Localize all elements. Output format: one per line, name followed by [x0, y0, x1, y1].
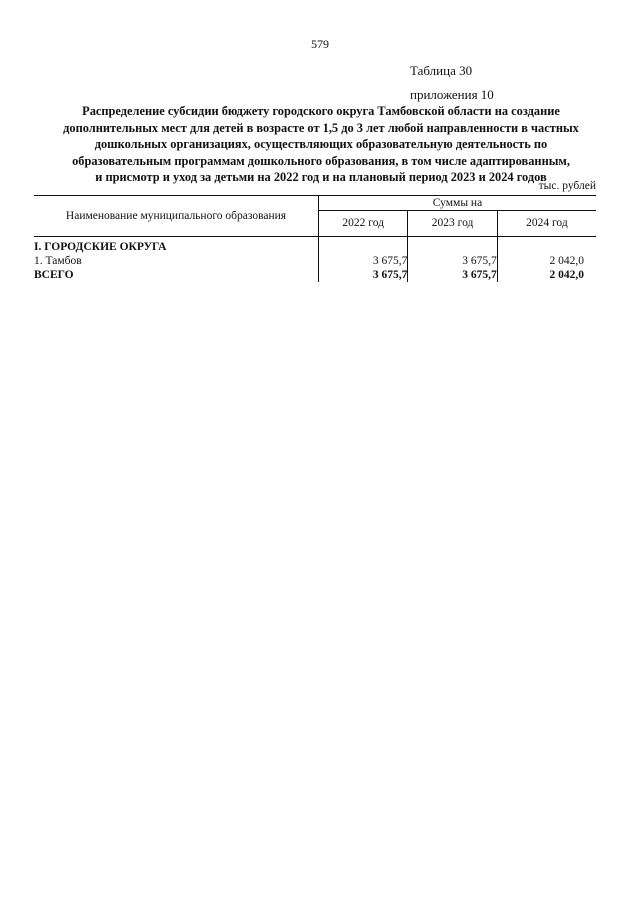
total-value-2022: 3 675,7: [319, 268, 408, 282]
title-line: дошкольных организациях, осуществляющих образовательную деятельность по: [94, 137, 548, 151]
document-title: [26, 103, 616, 186]
subsidy-table: [34, 195, 596, 282]
total-row: [34, 268, 596, 282]
table-row: [34, 254, 596, 268]
table-caption: Таблица 30: [410, 63, 473, 78]
column-header-2024: 2024 год: [497, 210, 596, 236]
section-row: [34, 237, 596, 255]
row-value-2023: 3 675,7: [408, 254, 497, 268]
units-label: тыс. рублей: [538, 180, 596, 192]
title-line: и присмотр и уход за детьми на 2022 год и на плановый период 2023 и 2024 годов: [95, 170, 547, 184]
column-header-name: Наименование муниципального образования: [34, 196, 319, 237]
column-header-sums: Суммы на: [319, 196, 597, 211]
row-value-2024: 2 042,0: [549, 255, 584, 267]
total-value-2024: 2 042,0: [549, 269, 584, 281]
title-line: образовательным программам дошкольного образования, в том числе адаптированным,: [72, 153, 570, 168]
row-name: 1. Тамбов: [34, 254, 319, 268]
column-header-2022: 2022 год: [319, 210, 408, 236]
title-line: Распределение субсидии бюджету городского округа Тамбовской области на создание: [82, 104, 560, 118]
section-label: I. ГОРОДСКИЕ ОКРУГА: [34, 237, 319, 255]
total-value-2023: 3 675,7: [408, 268, 497, 282]
row-value-2022: 3 675,7: [319, 254, 408, 268]
title-line: дополнительных мест для детей в возрасте от 1,5 до 3 лет любой направленности в частных: [63, 120, 579, 135]
total-label: ВСЕГО: [34, 268, 319, 282]
column-header-2023: 2023 год: [408, 210, 497, 236]
appendix-caption: приложения 10: [410, 87, 494, 102]
page-number: 579: [311, 37, 329, 51]
